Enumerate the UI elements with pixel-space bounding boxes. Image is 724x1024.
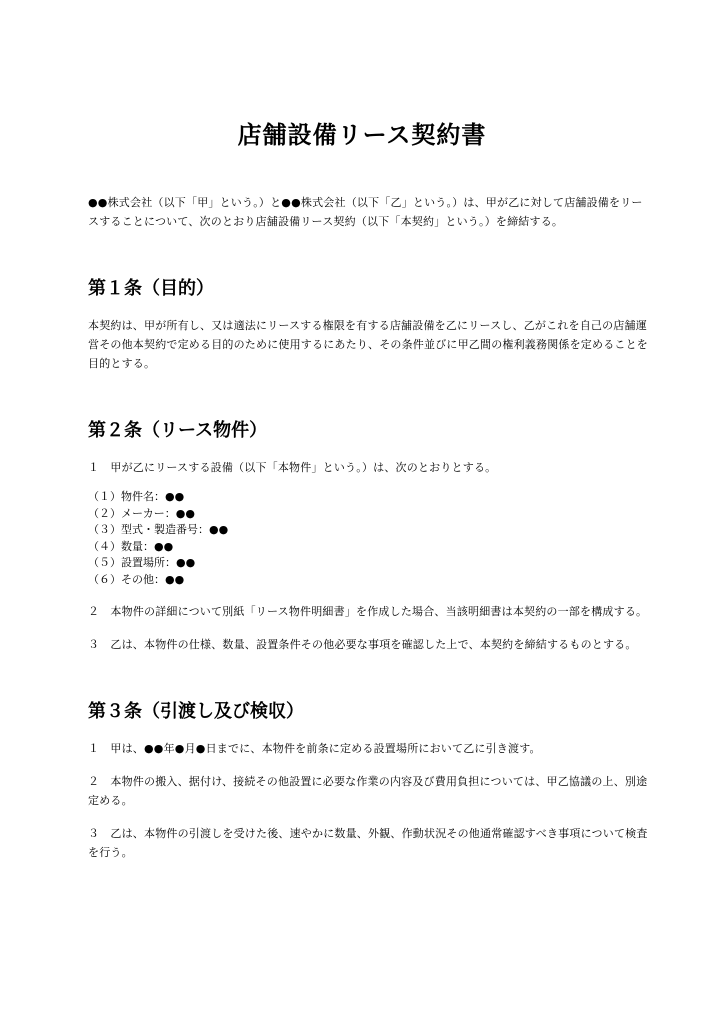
list-item: （５）設置場所：●● xyxy=(88,556,196,569)
article-3-heading: 第３条（引渡し及び検収） xyxy=(88,701,304,722)
article-3-clause-3: ３ 乙は、本物件の引渡しを受けた後、速やかに数量、外観、作動状況その他通常確認すべき事項について検査を行う。 xyxy=(88,827,648,859)
document-body xyxy=(88,193,648,862)
list-item: （４）数量：●● xyxy=(88,539,174,553)
article-2-clause-3: ３ 乙は、本物件の仕様、数量、設置条件その他必要な事項を確認した上で、本契約を締結するものとする。 xyxy=(88,638,637,651)
article-3-clause-1: １ 甲は、●●年●月●日までに、本物件を前条に定める設置場所において乙に引き渡す。 xyxy=(88,742,541,755)
article-2-clause-1: １ 甲が乙にリースする設備（以下「本物件」という。）は、次のとおりとする。 xyxy=(88,461,497,474)
article-3-clause-2: ２ 本物件の搬入、据付け、接続その他設置に必要な作業の内容及び費用負担については、甲乙協議の上、別途定める。 xyxy=(88,775,648,807)
article-2 xyxy=(88,417,648,654)
list-item: （１）物件名：●● xyxy=(88,490,185,503)
list-item: （６）その他：●● xyxy=(88,572,185,586)
article-3 xyxy=(88,698,648,862)
article-2-heading: 第２条（リース物件） xyxy=(88,420,268,441)
list-item: （２）メーカー：●● xyxy=(88,506,195,520)
article-2-clause-2: ２ 本物件の詳細について別紙「リース物件明細書」を作成した場合、当該明細書は本契約の一部を構成する。 xyxy=(88,605,648,618)
document-title: 店舗設備リース契約書 xyxy=(237,121,487,149)
article-1 xyxy=(88,275,648,373)
list-item: （３）型式・製造番号：●● xyxy=(88,523,229,536)
leased-item-list xyxy=(88,489,648,588)
article-1-paragraph: 本契約は、甲が所有し、又は適法にリースする権限を有する店舗設備を乙にリースし、乙がこれを自己の店舗運営その他本契約で定める目的のために使用するにあたり、その条件並びに甲乙間の権利義務関係を定めることを目的とする。 xyxy=(88,319,648,370)
article-1-heading: 第１条（目的） xyxy=(88,278,214,299)
intro-paragraph: ●●株式会社（以下「甲」という。）と●●株式会社（以下「乙」という。）は、甲が乙に対して店舗設備をリースすることについて、次のとおり店舗設備リース契約（以下「本契約」という。）を締結する。 xyxy=(88,196,643,228)
